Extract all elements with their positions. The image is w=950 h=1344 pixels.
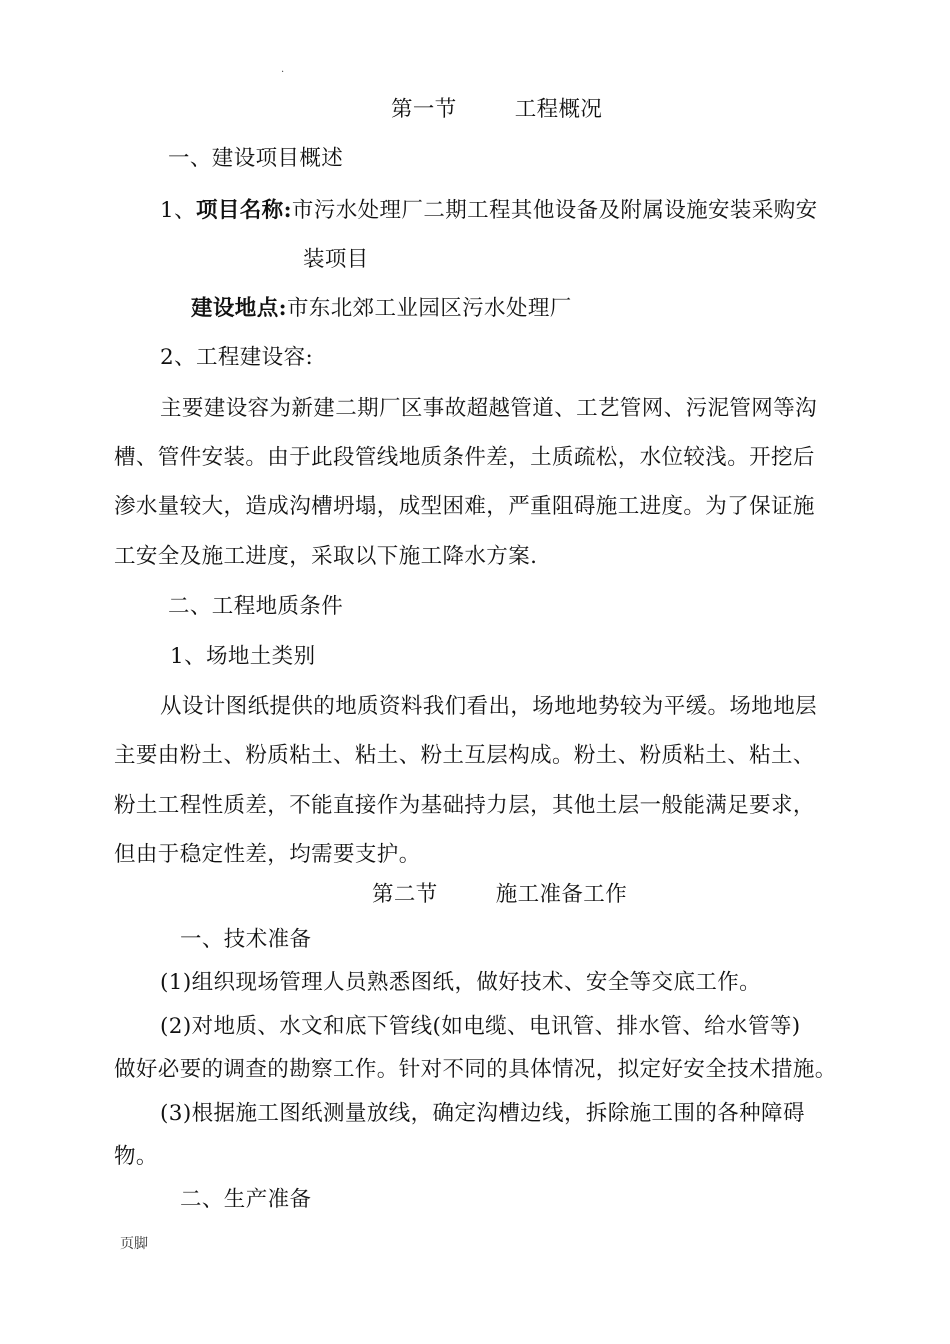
paragraph-line: (1)组织现场管理人员熟悉图纸，做好技术、安全等交底工作。: [160, 970, 762, 995]
project-name-value: 市污水处理厂二期工程其他设备及附属设施安装采购安: [291, 198, 818, 223]
site-label: 建设地点:: [191, 296, 287, 321]
section2-title-text: 施工准备工作: [495, 882, 628, 907]
section2-title: [372, 881, 627, 909]
heading-technical-prep: 一、技术准备: [180, 927, 312, 952]
paragraph-line: 渗水量较大，造成沟槽坍塌，成型困难，严重阻碍施工进度。为了保证施: [114, 494, 815, 519]
heading-soil-category: 1、场地土类别: [170, 644, 316, 669]
heading-production-prep: 二、生产准备: [180, 1187, 312, 1212]
paragraph-line: 物。: [114, 1144, 158, 1169]
heading-geology: 二、工程地质条件: [168, 594, 344, 619]
section1-title: [391, 96, 602, 124]
section1-title-number: 第一节: [391, 97, 457, 122]
paragraph-line: 但由于稳定性差，均需要支护。: [114, 842, 421, 867]
site-row: [191, 295, 572, 323]
paragraph-line: (3)根据施工图纸测量放线，确定沟槽边线，拆除施工围的各种障碍: [160, 1101, 805, 1126]
section2-title-number: 第二节: [372, 882, 438, 907]
section1-title-text: 工程概况: [514, 97, 603, 122]
paragraph-line: 主要由粉土、粉质粘土、粘土、粉土互层构成。粉土、粉质粘土、粘土、: [114, 743, 815, 768]
project-name-row: [160, 197, 818, 225]
paragraph-line: 做好必要的调查的勘察工作。针对不同的具体情况，拟定好安全技术措施。: [114, 1057, 837, 1082]
heading-construction-content: 2、工程建设容:: [160, 345, 314, 370]
paragraph-line: 主要建设容为新建二期厂区事故超越管道、工艺管网、污泥管网等沟: [160, 396, 818, 421]
paragraph-line: 槽、管件安装。由于此段管线地质条件差，土质疏松，水位较浅。开挖后: [114, 445, 815, 470]
page-footer: 页脚: [120, 1236, 148, 1252]
header-mark: .: [281, 64, 285, 75]
site-value: 市东北郊工业园区污水处理厂: [286, 296, 572, 321]
project-name-number: 1、: [160, 198, 196, 223]
project-name-value-continued: 装项目: [303, 247, 369, 272]
heading-project-overview: 一、建设项目概述: [168, 146, 344, 171]
project-name-label: 项目名称:: [195, 198, 292, 223]
paragraph-line: 粉土工程性质差，不能直接作为基础持力层，其他土层一般能满足要求，: [114, 793, 815, 818]
paragraph-line: (2)对地质、水文和底下管线(如电缆、电讯管、排水管、给水管等): [160, 1014, 801, 1039]
paragraph-line: 工安全及施工进度，采取以下施工降水方案.: [114, 544, 538, 569]
paragraph-line: 从设计图纸提供的地质资料我们看出，场地地势较为平缓。场地地层: [160, 694, 818, 719]
